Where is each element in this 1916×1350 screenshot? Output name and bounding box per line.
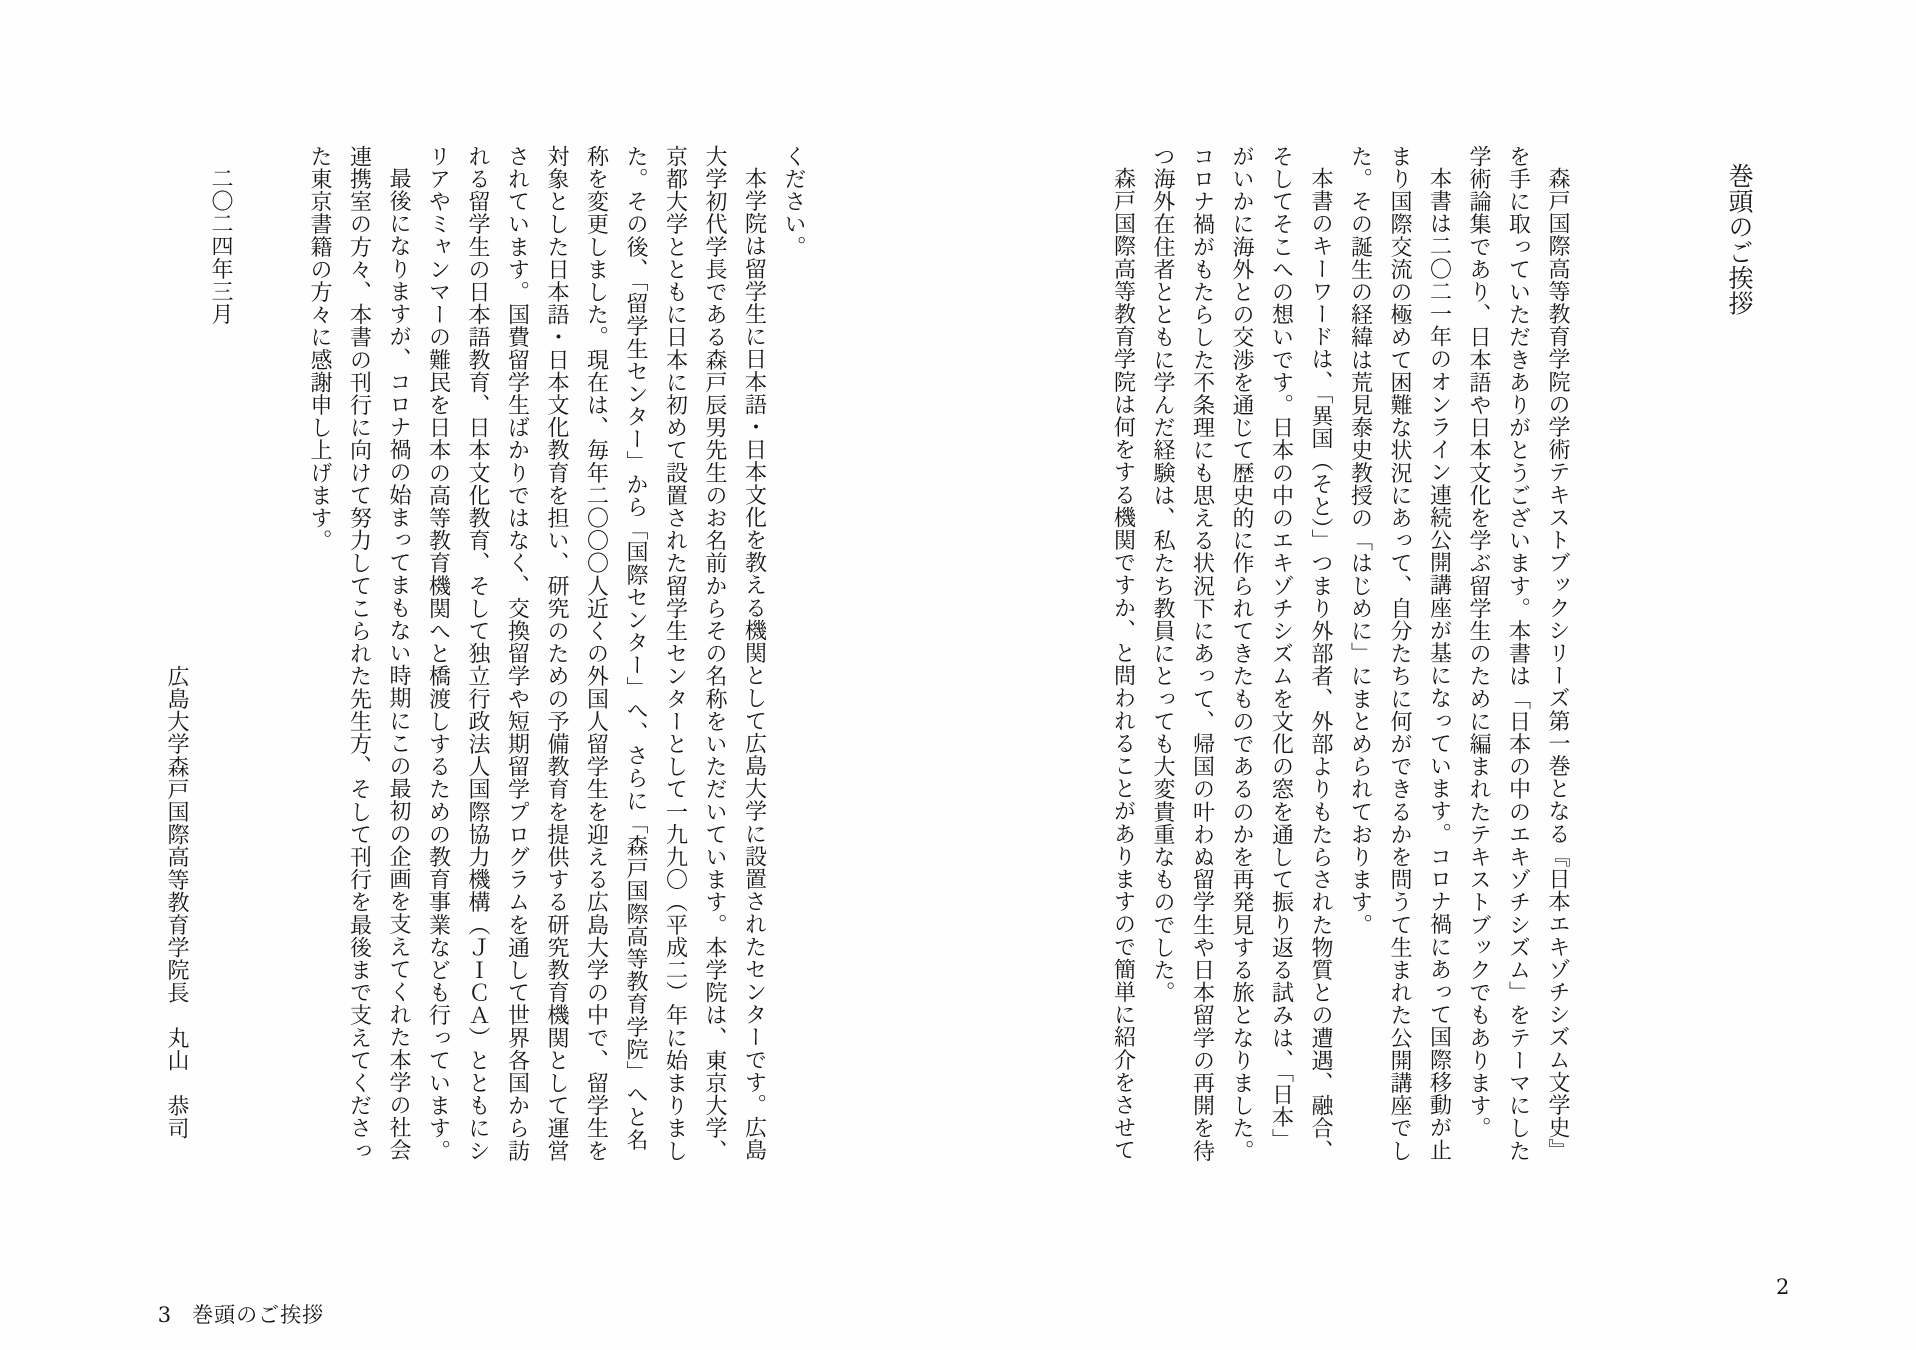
signature: 広島大学森戸国際高等教育学院長 丸山 恭司 <box>164 665 189 1140</box>
footer-left <box>127 1275 324 1350</box>
footer-section-title: 巻頭のご挨拶 <box>192 1303 325 1327</box>
paragraph-3: 本書のキーワードは、「異国（そと）」つまり外部者、外部よりもたらされた物質との遭遇、融合、そしてそこへの想いです。日本の中のエキゾチシズムを文化の窓を通して振り返る試みは、「日本」がいかに海外との交渉を通じて歴史的に作られてきたものであるのかを再発見する旅となりました。コロナ禍がもたらした不条理にも思える状況下にあって、帰国の叶わぬ留学生や日本留学の再開を待つ海外在住者とともに学んだ経験は、私たち教員にとっても大変貴重なものでした。 <box>1150 145 1333 1162</box>
page-title: 巻頭のご挨拶 <box>1725 163 1754 316</box>
paragraph-6: 最後になりますが、コロナ禍の始まってまもない時期にこの最初の企画を支えてくれた本学の社会連携室の方々、本書の刊行に向けて努力してこられた先生方、そして刊行を最後まで支えてくださった東京書籍の方々に感謝申し上げます。 <box>307 145 411 1162</box>
paragraph-4-continuation: ください。 <box>781 145 806 258</box>
date: 二〇二四年三月 <box>208 167 233 326</box>
page-number-right: 2 <box>1776 1275 1791 1299</box>
paragraph-1: 森戸国際高等教育学院の学術テキストブックシリーズ第一巻となる『日本エキゾチシズム文学史』を手に取っていただきありがとうございます。本書は「日本の中のエキゾチシズム」をテーマにした学術論集であり、日本語や日本文化を学ぶ留学生のために編まれたテキストブックでもあります。 <box>1466 145 1570 1162</box>
closing-block <box>154 145 242 1140</box>
right-page-body <box>1103 145 1577 1165</box>
left-page-body <box>300 145 814 1165</box>
paragraph-5: 本学院は留学生に日本語・日本文化を教える機関として広島大学に設置されたセンターです。広島大学初代学長である森戸辰男先生のお名前からその名称をいただいています。本学院は、東京大学、京都大学とともに日本に初めて設置された留学生センターとして一九九〇（平成二）年に始まりました。その後、「留学生センター」から「国際センター」へ、さらに「森戸国際高等教育学院」へと名称を変更しました。現在は、毎年二〇〇〇人近くの外国人留学生を迎える広島大学の中で、留学生を対象とした日本語・日本文化教育を担い、研究のための予備教育を提供する研究教育機関として運営されています。国費留学生ばかりではなく、交換留学や短期留学プログラムを通して世界各国から訪れる留学生の日本語教育、日本文化教育、そして独立行政法人国際協力機構（ＪＩＣＡ）とともにシリアやミャンマーの難民を日本の高等教育機関へと橋渡しするための教育事業なども行っています。 <box>425 145 767 1162</box>
paragraph-4: 森戸国際高等教育学院は何をする機関ですか、と問われることがありますので簡単に紹介をさせて <box>1110 167 1136 1162</box>
paragraph-2: 本書は二〇二一年のオンライン連続公開講座が基になっています。コロナ禍にあって国際移動が止まり国際交流の極めて困難な状況にあって、自分たちに何ができるかを問うて生まれた公開講座でした。その誕生の経緯は荒見泰史教授の「はじめに」にまとめられております。 <box>1347 145 1452 1162</box>
page-number-left: 3 <box>157 1303 173 1327</box>
